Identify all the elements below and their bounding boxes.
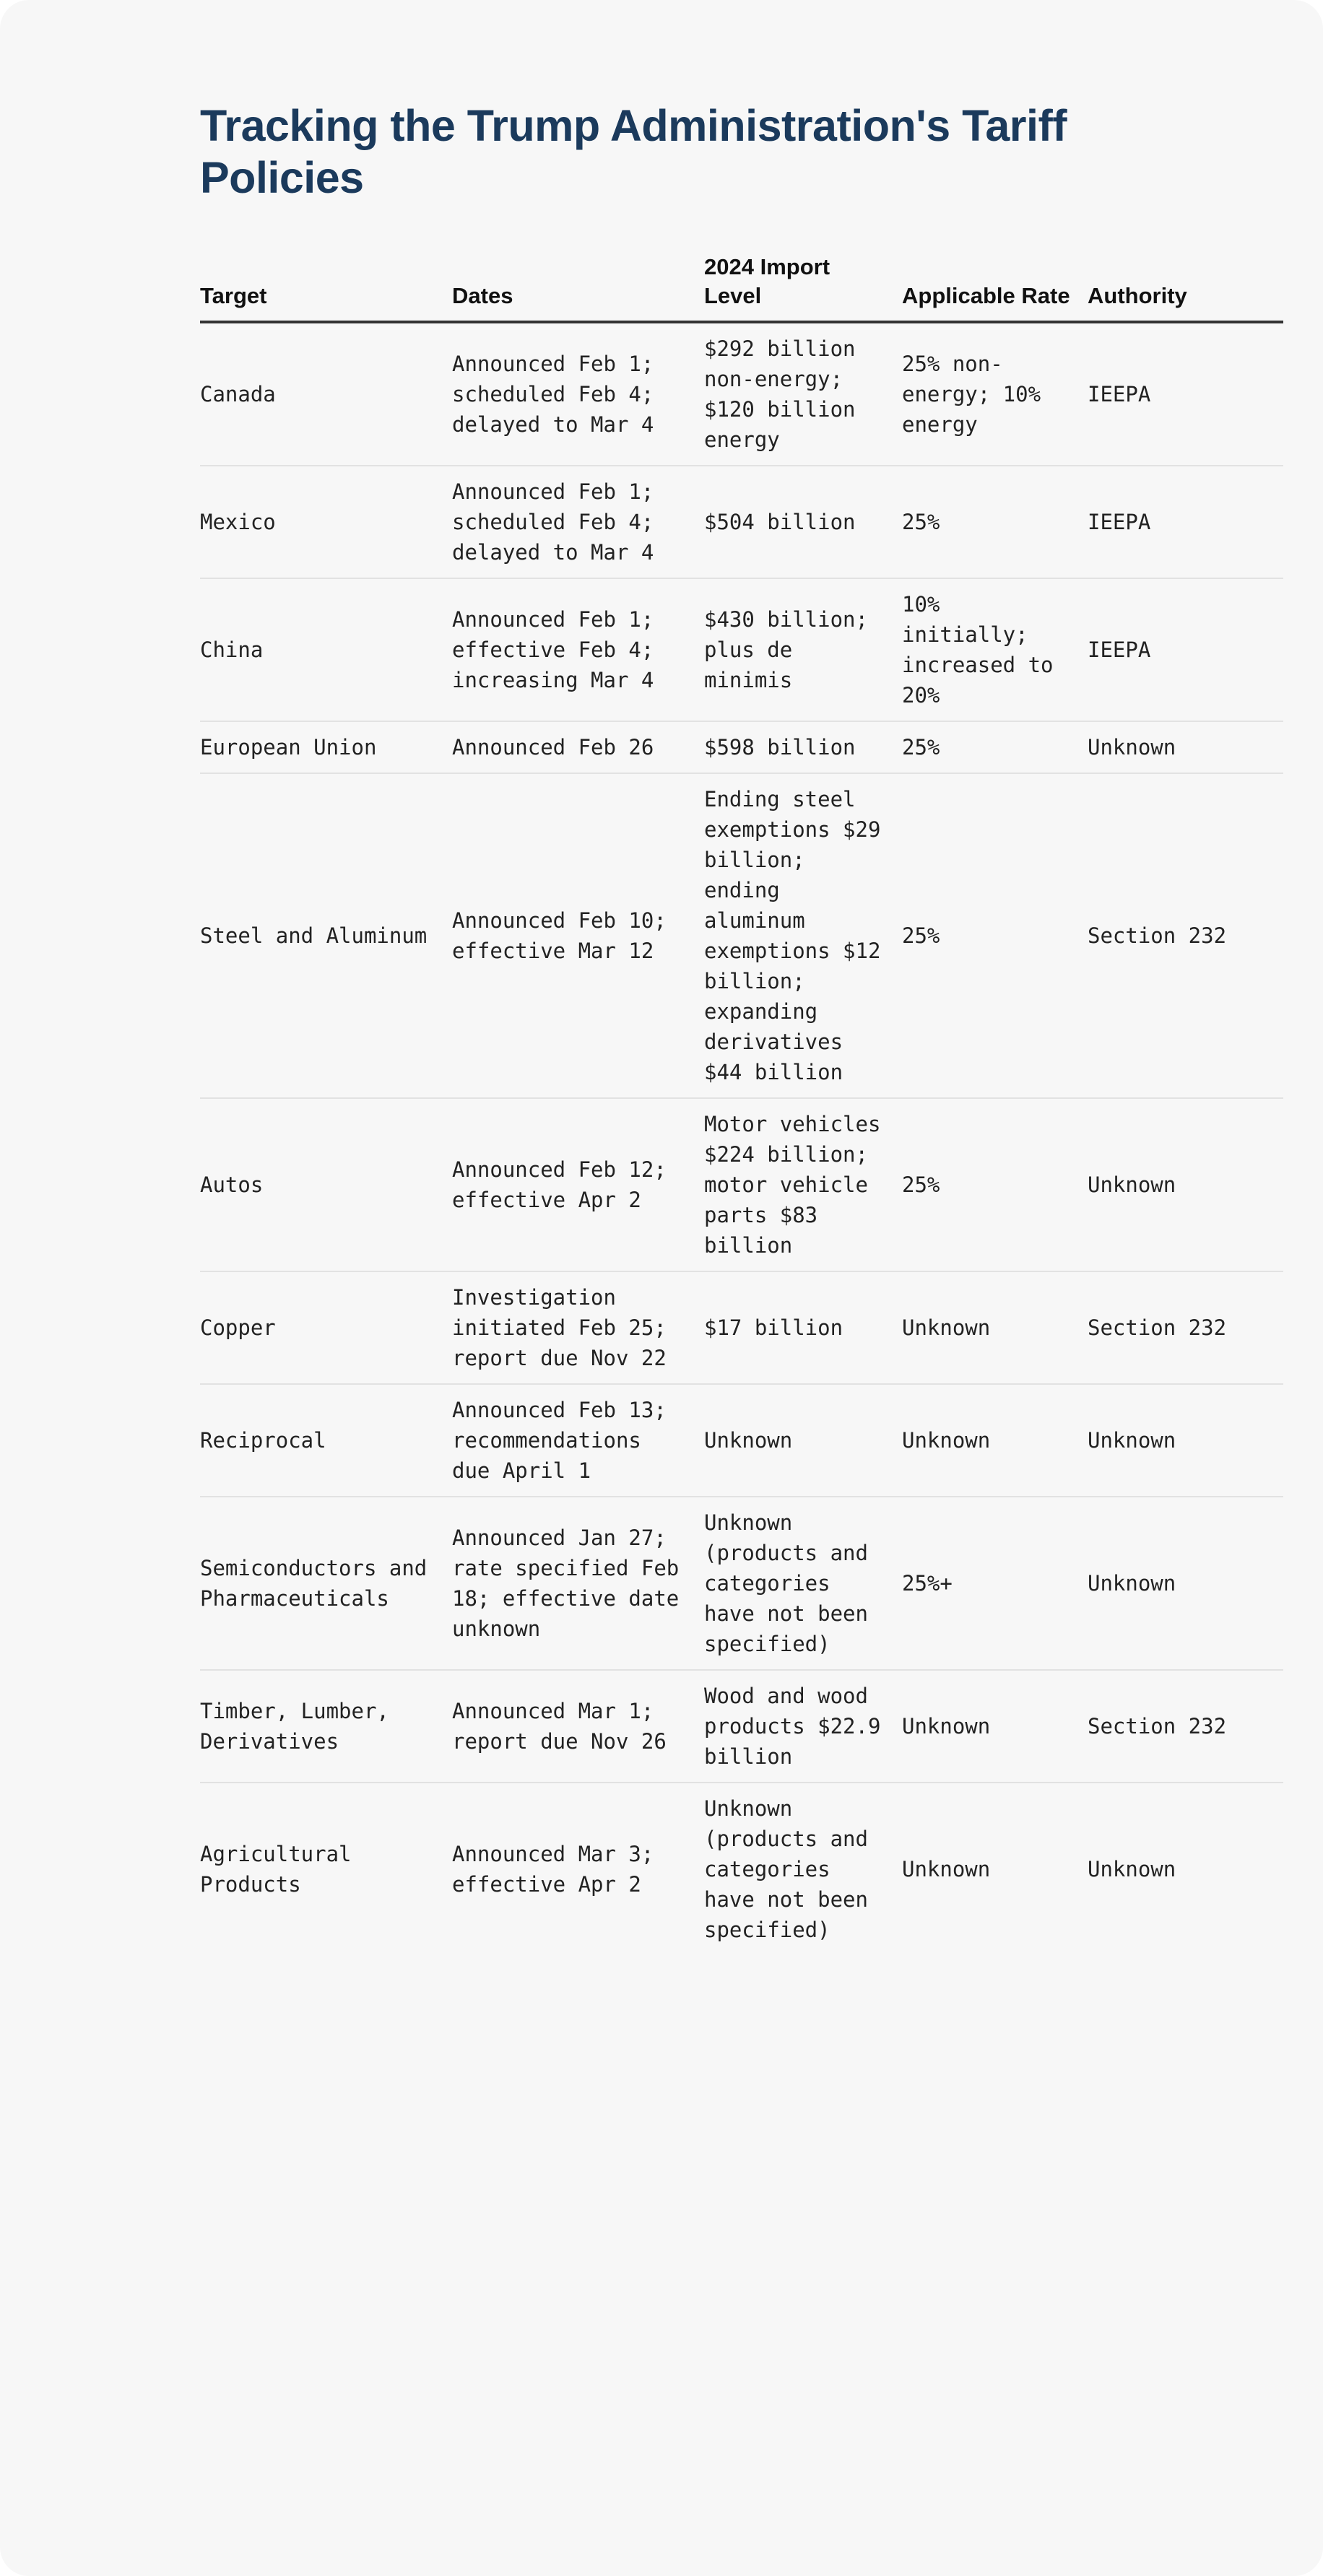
- table-body: [200, 322, 1283, 1955]
- page-title: Tracking the Trump Administration's Tariff Policies: [200, 101, 1067, 202]
- rate-cell: Unknown: [902, 1670, 1088, 1783]
- table-row: [200, 1497, 1283, 1670]
- rate-cell: 25%: [902, 721, 1088, 773]
- authority-cell: Unknown: [1088, 1497, 1283, 1670]
- table-row: [200, 578, 1283, 721]
- tariff-table: [200, 243, 1283, 1955]
- target-cell: Timber, Lumber, Derivatives: [200, 1670, 452, 1783]
- dates-cell: Announced Feb 12; effective Apr 2: [452, 1098, 704, 1271]
- target-cell: Canada: [200, 322, 452, 466]
- target-cell: China: [200, 578, 452, 721]
- table-row: [200, 466, 1283, 578]
- import-level-cell: Unknown (products and categories have not been specified): [704, 1497, 902, 1670]
- table-row: [200, 1783, 1283, 1955]
- table-row: [200, 721, 1283, 773]
- authority-cell: IEEPA: [1088, 466, 1283, 578]
- import-level-cell: $292 billion non-energy; $120 billion energy: [704, 322, 902, 466]
- authority-cell: Unknown: [1088, 1384, 1283, 1497]
- column-header-authority[interactable]: Authority: [1088, 243, 1283, 322]
- target-cell: Semiconductors and Pharmaceuticals: [200, 1497, 452, 1670]
- target-cell: European Union: [200, 721, 452, 773]
- dates-cell: Announced Feb 13; recommendations due April 1: [452, 1384, 704, 1497]
- import-level-cell: $598 billion: [704, 721, 902, 773]
- authority-cell: Unknown: [1088, 1857, 1176, 1881]
- import-level-cell: Unknown: [704, 1384, 902, 1497]
- table-row: [200, 773, 1283, 1098]
- dates-cell: Announced Mar 1; report due Nov 26: [452, 1670, 704, 1783]
- table-row: [200, 1271, 1283, 1384]
- import-level-cell: $504 billion: [704, 466, 902, 578]
- import-level-cell: $17 billion: [704, 1271, 902, 1384]
- table-header-row: [200, 243, 1283, 322]
- target-cell: Autos: [200, 1098, 452, 1271]
- column-header-import-level[interactable]: 2024 Import Level: [704, 243, 902, 322]
- dates-cell: Announced Feb 1; scheduled Feb 4; delayed to Mar 4: [452, 322, 704, 466]
- authority-cell: Unknown: [1088, 721, 1283, 773]
- rate-cell: 10% initially; increased to 20%: [902, 578, 1088, 721]
- target-cell: Steel and Aluminum: [200, 773, 452, 1098]
- authority-cell: Unknown: [1088, 1098, 1283, 1271]
- target-cell: Copper: [200, 1271, 452, 1384]
- rate-cell: Unknown: [902, 1271, 1088, 1384]
- authority-cell: IEEPA: [1088, 578, 1283, 721]
- import-level-cell: $430 billion; plus de minimis: [704, 578, 902, 721]
- rate-cell: 25%+: [902, 1497, 1088, 1670]
- target-cell: Agricultural Products: [200, 1842, 352, 1897]
- column-header-target[interactable]: Target: [200, 243, 452, 322]
- table-row: [200, 322, 1283, 466]
- authority-cell: IEEPA: [1088, 322, 1283, 466]
- dates-cell: Announced Feb 26: [452, 721, 704, 773]
- dates-cell: Announced Feb 1; effective Feb 4; increasing Mar 4: [452, 578, 704, 721]
- dates-cell: Announced Feb 10; effective Mar 12: [452, 773, 704, 1098]
- import-level-cell: Ending steel exemptions $29 billion; ending aluminum exemptions $12 billion; expanding derivatives $44 billion: [704, 773, 902, 1098]
- import-level-cell: Unknown (products and categories have not been specified): [704, 1796, 868, 1942]
- rate-cell: 25% non-energy; 10% energy: [902, 322, 1088, 466]
- authority-cell: Section 232: [1088, 773, 1283, 1098]
- rate-cell: 25%: [902, 466, 1088, 578]
- table-row: [200, 1384, 1283, 1497]
- dates-cell: Investigation initiated Feb 25; report due Nov 22: [452, 1271, 704, 1384]
- target-cell: Mexico: [200, 466, 452, 578]
- table-row: [200, 1098, 1283, 1271]
- column-header-dates[interactable]: Dates: [452, 243, 704, 322]
- import-level-cell: Wood and wood products $22.9 billion: [704, 1670, 902, 1783]
- dates-cell: Announced Feb 1; scheduled Feb 4; delayed to Mar 4: [452, 466, 704, 578]
- dates-cell: Announced Mar 3; effective Apr 2: [452, 1842, 654, 1897]
- rate-cell: Unknown: [902, 1857, 991, 1881]
- authority-cell: Section 232: [1088, 1670, 1283, 1783]
- rate-cell: Unknown: [902, 1384, 1088, 1497]
- table-row: [200, 1670, 1283, 1783]
- rate-cell: 25%: [902, 1098, 1088, 1271]
- dates-cell: Announced Jan 27; rate specified Feb 18; effective date unknown: [452, 1497, 704, 1670]
- tariff-table-container[interactable]: [200, 243, 1227, 2481]
- import-level-cell: Motor vehicles $224 billion; motor vehicle parts $83 billion: [704, 1098, 902, 1271]
- rate-cell: 25%: [902, 773, 1088, 1098]
- target-cell: Reciprocal: [200, 1384, 452, 1497]
- column-header-applicable-rate[interactable]: Applicable Rate: [902, 243, 1088, 322]
- authority-cell: Section 232: [1088, 1271, 1283, 1384]
